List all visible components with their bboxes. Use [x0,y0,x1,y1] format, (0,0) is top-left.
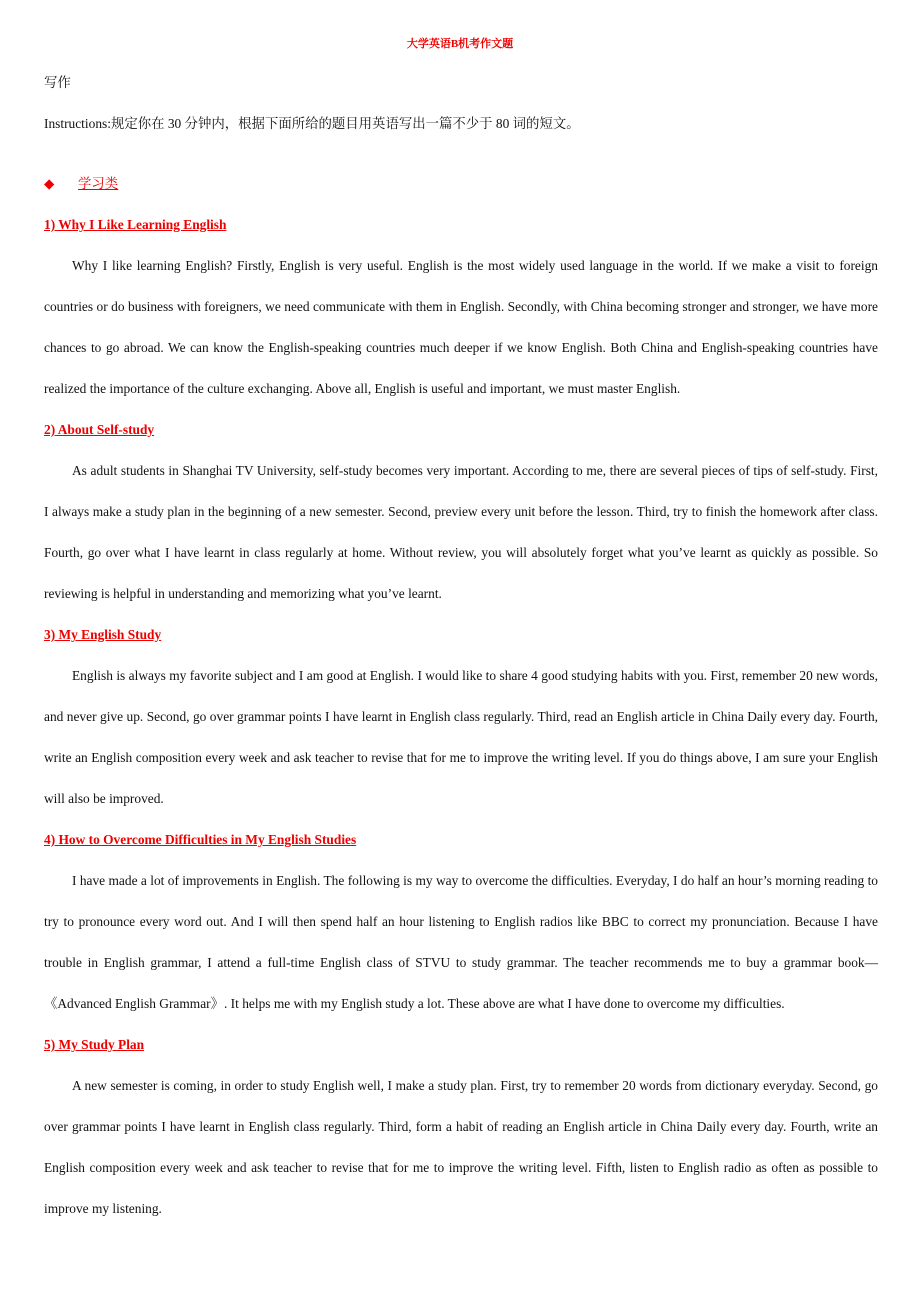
essay-body: English is always my favorite subject and I am good at English. I would like to share 4 good studying habits with you. First, remember 20 new words, and never give up. Second, go over grammar points I have learnt in English class regularly. Third, read an English article in China Daily every day. Fourth, write an English composition every week and ask teacher to revise that for me to improve the writing level. If you do things above, I am sure your English will also be improved. [44,668,878,806]
document-body [44,62,878,1229]
essay-title: 4) How to Overcome Difficulties in My English Studies [44,832,357,847]
section-heading [44,163,878,204]
essay-body: I have made a lot of improvements in English. The following is my way to overcome the difficulties. Everyday, I do half an hour’s morning reading to try to pronounce every word out. And I will then spend half an hour listening to English radios like BBC to correct my pronunciation. Because I have trouble in English grammar, I attend a full-time English class of STVU to study grammar. The teacher recommends me to buy a grammar book—《Advanced English Grammar》. It helps me with my English study a lot. These above are what I have done to overcome my difficulties. [44,873,878,1011]
essay-title: 3) My English Study [44,627,162,642]
essay-body: Why I like learning English? Firstly, English is very useful. English is the most widely used language in the world. If we make a visit to foreign countries or do business with foreigners, we need communicate with them in English. Secondly, with China becoming stronger and stronger, we have more chances to go abroad. We can know the English-speaking countries much deeper if we know English. Both China and English-speaking countries have realized the importance of the culture exchanging. Above all, English is useful and important, we must master English. [44,258,878,396]
essay-title: 1) Why I Like Learning English [44,217,227,232]
page-header: 大学英语B机考作文题 [406,38,514,50]
diamond-bullet-icon: ◆ [44,176,55,191]
essay-title: 2) About Self-study [44,422,155,437]
essay-body: As adult students in Shanghai TV University, self-study becomes very important. According to me, there are several pieces of tips of self-study. First, I always make a study plan in the beginning of a new semester. Second, preview every unit before the lesson. Third, try to finish the homework after class. Fourth, go over what I have learnt in class regularly at home. Without review, you will absolutely forget what you’ve learnt as quickly as possible. So reviewing is helpful in understanding and memorizing what you’ve learnt. [44,463,878,601]
writing-label: 写作 [44,75,71,90]
essay-title: 5) My Study Plan [44,1037,145,1052]
essay-body: A new semester is coming, in order to study English well, I make a study plan. First, try to remember 20 words from dictionary everyday. Second, go over grammar points I have learnt in English class regularly. Third, form a habit of reading an English article in China Daily every day. Fourth, write an English composition every week and ask teacher to revise that for me to improve the writing level. Fifth, listen to English radio as often as possible to improve my listening. [44,1078,878,1216]
section-title: 学习类 [78,176,119,191]
instructions: Instructions:规定你在 30 分钟内，根据下面所给的题目用英语写出一篇不少于 80 词的短文。 [44,116,580,131]
